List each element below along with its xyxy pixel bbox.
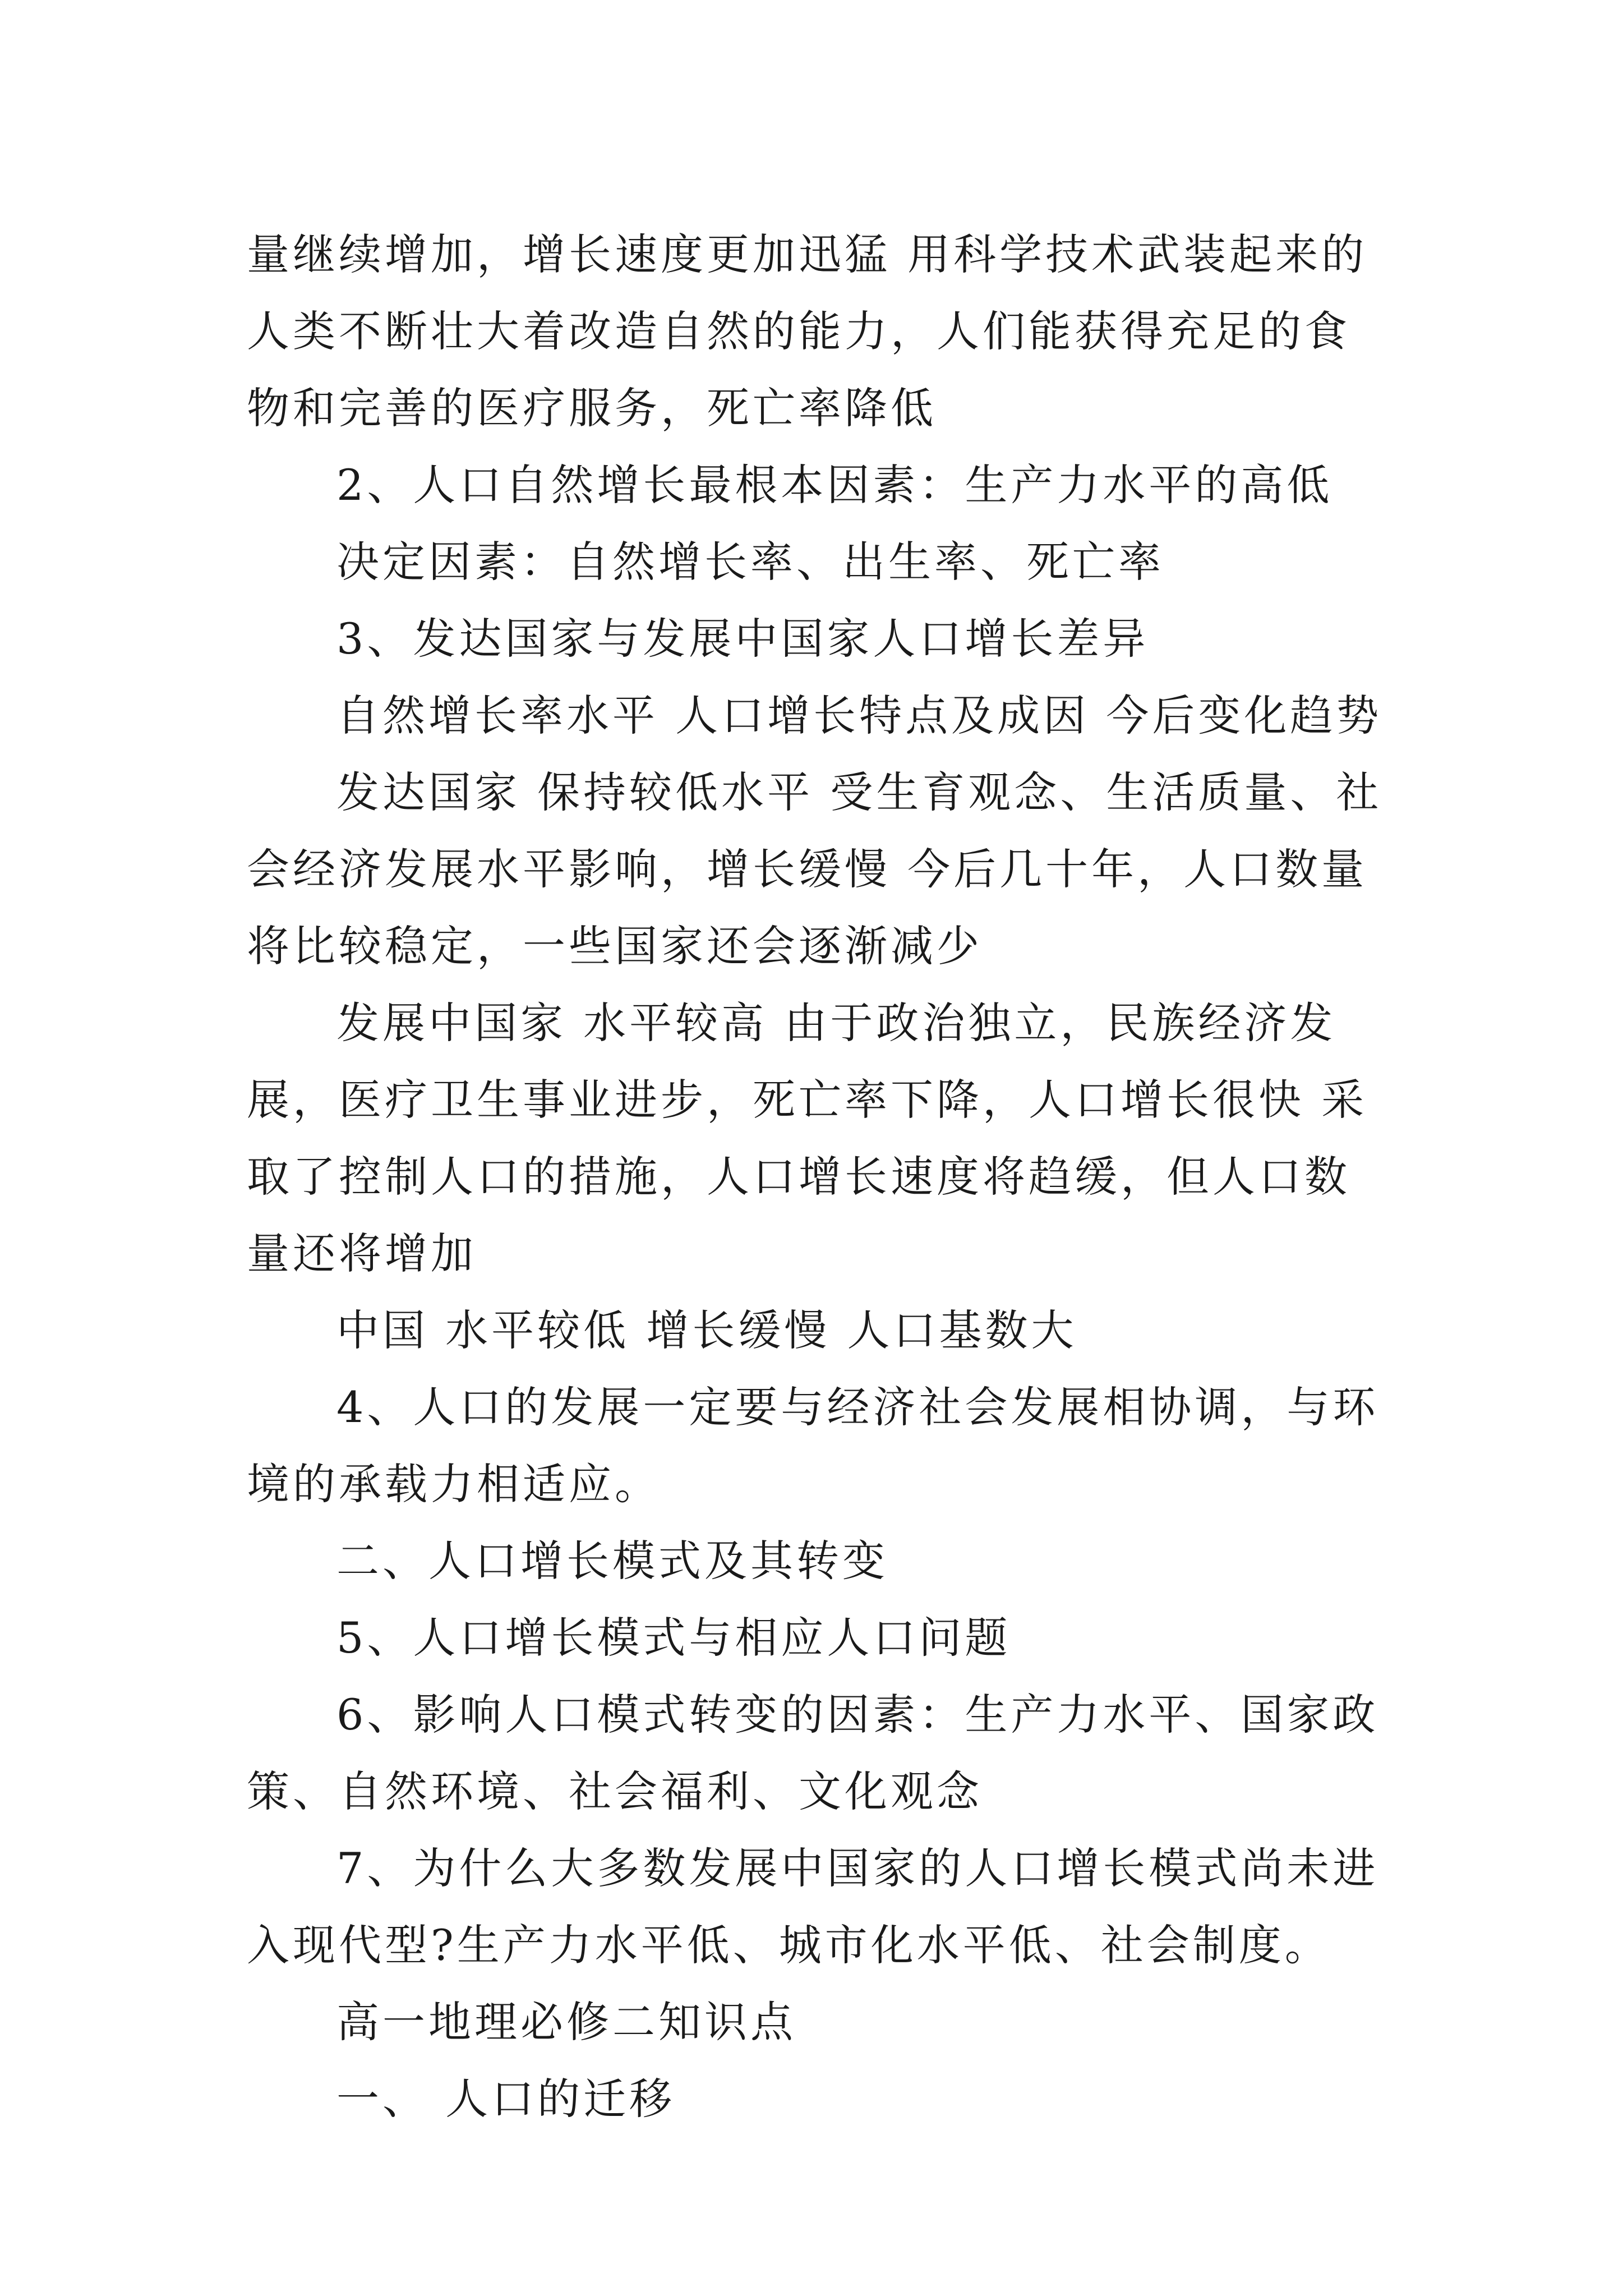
paragraph-item-6: 6、影响人口模式转变的因素：生产力水平、国家政策、自然环境、社会福利、文化观念 (247, 1690, 1379, 1816)
paragraph-item-4: 4、人口的发展一定要与经济社会发展相协调，与环境的承载力相适应。 (247, 1382, 1379, 1509)
heading-knowledge-points: 高一地理必修二知识点 (336, 1997, 796, 2047)
paragraph-decisive-factors: 决定因素：自然增长率、出生率、死亡率 (336, 537, 1164, 587)
paragraph-china: 中国 水平较低 增长缓慢 人口基数大 (336, 1305, 1077, 1355)
paragraph-developing-countries: 发展中国家 水平较高 由于政治独立，民族经济发展，医疗卫生事业进步，死亡率下降，人口增长很快 采取了控制人口的措施，人口增长速度将趋缓，但人口数量还将增加 (247, 998, 1368, 1278)
document-body (247, 216, 1391, 2137)
section-heading-growth-model: 二、人口增长模式及其转变 (336, 1536, 888, 1586)
paragraph-item-2: 2、人口自然增长最根本因素：生产力水平的高低 (336, 460, 1333, 510)
paragraph-item-5: 5、人口增长模式与相应人口问题 (336, 1613, 1011, 1663)
paragraph-item-3: 3、发达国家与发展中国家人口增长差异 (336, 614, 1149, 664)
paragraph-table-header: 自然增长率水平 人口增长特点及成因 今后变化趋势 (336, 691, 1382, 740)
section-heading-migration: 一、 人口的迁移 (336, 2074, 676, 2124)
paragraph-item-7: 7、为什么大多数发展中国家的人口增长模式尚未进入现代型?生产力水平低、城市化水平低、社会制度。 (247, 1843, 1379, 1970)
paragraph-continuation: 量继续增加，增长速度更加迅猛 用科学技术武装起来的人类不断壮大着改造自然的能力，人们能获得充足的食物和完善的医疗服务，死亡率降低 (247, 229, 1368, 433)
paragraph-developed-countries: 发达国家 保持较低水平 受生育观念、生活质量、社会经济发展水平影响，增长缓慢 今后几十年，人口数量将比较稳定，一些国家还会逐渐减少 (247, 767, 1382, 971)
